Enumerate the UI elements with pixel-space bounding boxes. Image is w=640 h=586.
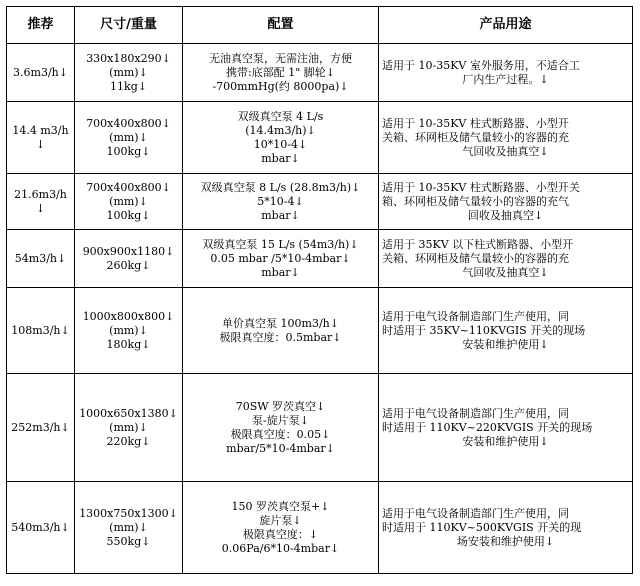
usage-line: 适用于 35KV 以下柱式断路器、小型开 (382, 237, 574, 251)
size-line: 180kg↓ (106, 337, 151, 351)
usage-line: 适用于 10-35KV 室外服务用，不适合工 (382, 58, 580, 72)
usage-line: 厂内生产过程。↓ (462, 72, 549, 86)
size-line: 330x180x290↓ (86, 51, 171, 65)
header-config: 配置 (183, 7, 379, 44)
size-line: 1000x650x1380↓ (79, 406, 178, 420)
usage-line: 关箱、环网柜及储气量较小的容器的充 (382, 130, 569, 144)
usage-line: 关箱、环网柜及储气量较小的容器的充 (382, 251, 569, 265)
recommend-cell: 108m3/h↓ (7, 288, 75, 374)
size-line: 11kg↓ (110, 79, 147, 93)
usage-cell (379, 174, 633, 230)
size-line: 220kg↓ (106, 434, 151, 448)
size-line: 550kg↓ (106, 534, 151, 548)
config-cell (183, 44, 379, 102)
table-row (7, 374, 633, 482)
config-line: 5*10-4↓ (257, 194, 304, 208)
table-row (7, 44, 633, 102)
usage-cell (379, 102, 633, 174)
size-line: (mm)↓ (109, 323, 148, 337)
product-table (6, 6, 633, 574)
size-cell (75, 44, 183, 102)
recommend-cell: 54m3/h↓ (7, 230, 75, 288)
size-cell (75, 230, 183, 288)
config-line: 极限真空度：0.05↓ (230, 427, 331, 441)
usage-line: 安装和维护使用↓ (462, 337, 549, 351)
size-cell (75, 102, 183, 174)
usage-line: 适用于 10-35KV 柱式断路器、小型开关 (382, 180, 580, 194)
table-row (7, 482, 633, 574)
config-cell (183, 374, 379, 482)
usage-line: 时适用于 110KV~500KVGIS 开关的现 (382, 520, 582, 534)
header-recommend: 推荐 (7, 7, 75, 44)
config-line: 旋片泵↓ (259, 513, 302, 527)
config-line: 极限真空度：0.5mbar↓ (219, 330, 342, 344)
size-line: 100kg↓ (106, 144, 151, 158)
size-line: (mm)↓ (109, 65, 148, 79)
config-line: 双级真空泵 4 L/s (237, 109, 324, 123)
size-line: 700x400x800↓ (86, 180, 171, 194)
usage-line: 适用于电气设备制造部门生产使用，同 (382, 309, 569, 323)
config-line: 携带:底部配 1" 脚轮↓ (226, 65, 335, 79)
table-row (7, 288, 633, 374)
size-line: (mm)↓ (109, 194, 148, 208)
usage-cell (379, 44, 633, 102)
config-cell (183, 482, 379, 574)
config-line: 0.05 mbar /5*10-4mbar↓ (210, 251, 351, 265)
recommend-cell: 540m3/h↓ (7, 482, 75, 574)
table-row (7, 230, 633, 288)
usage-cell (379, 230, 633, 288)
usage-line: 适用于 10-35KV 柱式断路器、小型开 (382, 116, 569, 130)
size-cell (75, 374, 183, 482)
config-line: 单价真空泵 100m3/h↓ (222, 316, 339, 330)
config-line: 0.06Pa/6*10-4mbar↓ (221, 541, 340, 555)
config-cell (183, 102, 379, 174)
size-line: 900x900x1180↓ (82, 244, 175, 258)
config-line: 10*10-4↓ (253, 137, 308, 151)
size-cell (75, 288, 183, 374)
config-line: mbar↓ (261, 151, 300, 165)
header-size-weight: 尺寸/重量 (75, 7, 183, 44)
usage-line: 适用于电气设备制造部门生产使用，同 (382, 506, 569, 520)
recommend-cell: 14.4 m3/h↓ (7, 102, 75, 174)
table-row (7, 174, 633, 230)
size-line: 700x400x800↓ (86, 116, 171, 130)
config-line: 双级真空泵 15 L/s (54m3/h)↓ (202, 237, 359, 251)
config-cell (183, 288, 379, 374)
config-line: 极限真空度：↓ (242, 527, 319, 541)
usage-cell (379, 288, 633, 374)
usage-cell (379, 482, 633, 574)
size-line: (mm)↓ (109, 420, 148, 434)
config-line: -700mmHg(约 8000pa)↓ (212, 79, 349, 93)
size-line: 100kg↓ (106, 208, 151, 222)
size-cell (75, 482, 183, 574)
size-line: 1000x800x800↓ (82, 309, 175, 323)
recommend-cell: 252m3/h↓ (7, 374, 75, 482)
usage-line: 安装和维护使用↓ (462, 434, 549, 448)
recommend-cell: 21.6m3/h↓ (7, 174, 75, 230)
usage-line: 适用于电气设备制造部门生产使用，同 (382, 406, 569, 420)
config-line: 70SW 罗茨真空↓ (235, 399, 326, 413)
config-cell (183, 230, 379, 288)
config-line: mbar↓ (261, 208, 300, 222)
config-line: mbar↓ (261, 265, 300, 279)
usage-line: 时适用于 110KV~220KVGIS 开关的现场 (382, 420, 593, 434)
size-line: 1300x750x1300↓ (79, 506, 178, 520)
config-cell (183, 174, 379, 230)
size-line: 260kg↓ (106, 258, 151, 272)
config-line: (14.4m3/h)↓ (245, 123, 316, 137)
usage-line: 回收及抽真空↓ (467, 208, 544, 222)
config-line: 150 罗茨真空泵+↓ (231, 499, 330, 513)
usage-line: 场安装和维护使用↓ (456, 534, 555, 548)
usage-cell (379, 374, 633, 482)
config-line: mbar/5*10-4mbar↓ (226, 441, 335, 455)
size-line: (mm)↓ (109, 520, 148, 534)
table-row (7, 102, 633, 174)
usage-line: 气回收及抽真空↓ (462, 265, 549, 279)
header-row (7, 7, 633, 44)
header-usage: 产品用途 (379, 7, 633, 44)
usage-line: 箱、环网柜及储气量较小的容器的充气 (382, 194, 569, 208)
recommend-cell: 3.6m3/h↓ (7, 44, 75, 102)
config-line: 无油真空泵，无需注油，方便 (209, 51, 352, 65)
usage-line: 时适用于 35KV~110KVGIS 开关的现场 (382, 323, 586, 337)
size-line: (mm)↓ (109, 130, 148, 144)
config-line: 泵-旋片泵↓ (252, 413, 309, 427)
usage-line: 气回收及抽真空↓ (462, 144, 549, 158)
config-line: 双级真空泵 8 L/s (28.8m3/h)↓ (200, 180, 361, 194)
size-cell (75, 174, 183, 230)
